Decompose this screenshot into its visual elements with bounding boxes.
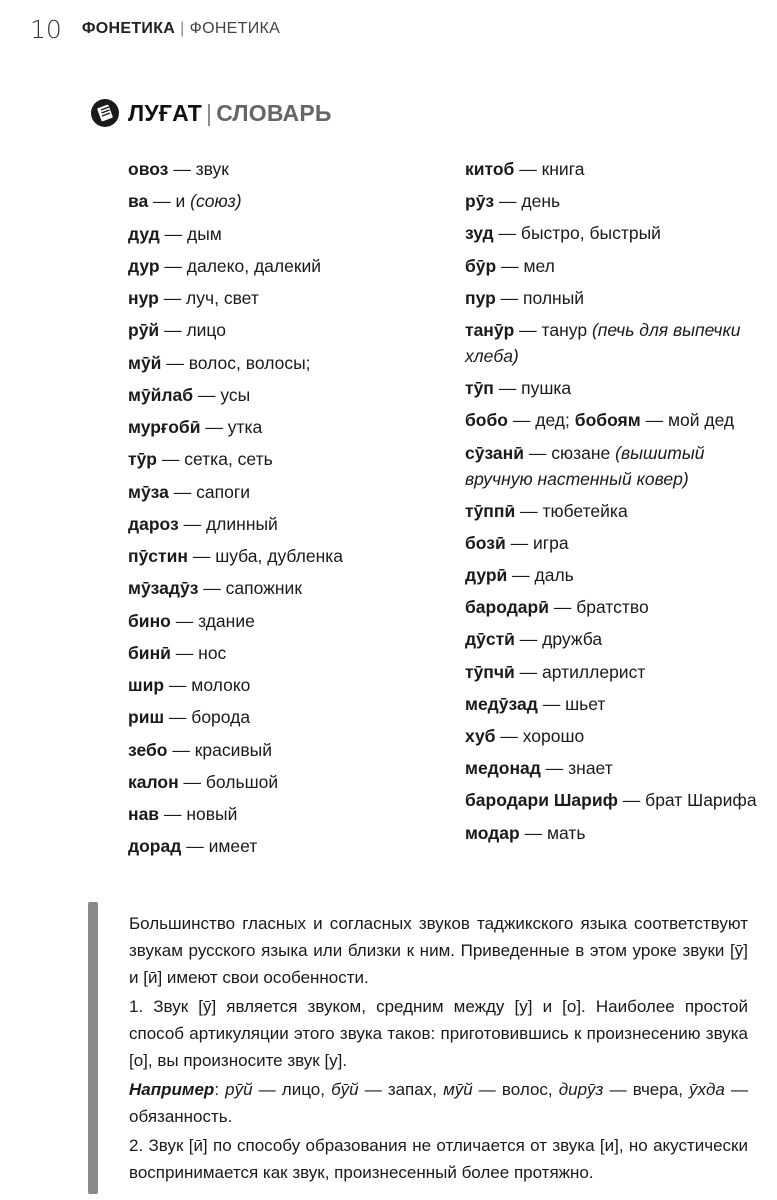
vocab-word: медонад	[465, 758, 541, 779]
vocab-entry	[128, 446, 448, 472]
vocab-dash: —	[500, 726, 518, 746]
vocab-translation: шуба, дубленка	[215, 546, 344, 566]
vocab-translation: здание	[198, 610, 255, 631]
vocab-dash: —	[519, 661, 538, 682]
vocab-translation: полный	[523, 287, 585, 308]
vocab-entry	[128, 608, 448, 634]
running-title	[82, 20, 280, 38]
vocab-entry	[465, 375, 765, 401]
section-heading	[90, 98, 332, 128]
vocab-entry	[128, 382, 448, 408]
vocab-word: дуд	[128, 223, 160, 244]
example-translation: лицо	[281, 1080, 321, 1099]
vocab-dash: —	[498, 378, 517, 399]
vocab-word: мӯйлаб	[128, 384, 194, 405]
vocab-dash: —	[498, 223, 517, 244]
vocab-word: зебо	[128, 739, 168, 760]
vocab-translation: даль	[534, 565, 574, 586]
vocab-dash: —	[164, 320, 182, 341]
vocab-entry	[465, 253, 765, 279]
vocab-entry	[465, 285, 765, 311]
note-paragraph-intro: Большинство гласных и согласных звуков таджикского языка соответствуют звукам русского языка или близки к ним. Приведенные в этом уроке звуки [ӯ] и [ӣ] имеют свои особенности.	[129, 914, 748, 987]
vocab-word: дурӣ	[465, 565, 508, 586]
vocab-entry	[128, 414, 448, 440]
vocab-translation: дым	[186, 223, 222, 244]
vocab-dash: —	[545, 758, 564, 779]
vocab-dash: —	[153, 191, 171, 212]
vocab-entry	[128, 737, 448, 763]
vocab-word: мӯза	[128, 481, 169, 502]
vocab-dash: —	[192, 546, 211, 566]
vocab-entry	[128, 640, 448, 666]
example-translation: запах	[387, 1080, 433, 1099]
vocab-entry	[128, 543, 448, 569]
vocab-translation: тюбетейка	[542, 500, 628, 521]
vocab-word: дорад	[128, 836, 182, 857]
vocab-word: мӯй	[128, 352, 162, 373]
example-dash: —	[364, 1080, 382, 1099]
vocab-entry	[465, 188, 765, 214]
vocab-word: дӯстӣ	[465, 629, 515, 650]
page-number: 10	[30, 14, 62, 44]
vocab-word: шир	[128, 675, 165, 695]
vocab-entry	[465, 156, 765, 182]
vocab-translation: день	[521, 191, 561, 212]
vocab-word: тӯпчӣ	[465, 661, 515, 682]
vocab-dash: —	[163, 288, 182, 308]
note-paragraph-i-sound: 2. Звук [ӣ] по способу образования не отличается от звука [и], но акустически воспринимается как звук, произнесенный более протяжно.	[129, 1136, 748, 1182]
vocab-word: зуд	[465, 223, 494, 244]
vocab-word: бародари Шариф	[465, 790, 618, 811]
vocab-translation: брат Шарифа	[645, 790, 757, 811]
vocab-word: китоб	[465, 159, 515, 179]
vocab-translation: имеет	[208, 836, 258, 857]
grammar-note	[88, 902, 748, 1194]
vocab-word: рӯз	[465, 191, 495, 212]
vocab-word: нур	[128, 288, 159, 308]
vocab-translation: братство	[576, 597, 649, 618]
vocab-word: нав	[128, 804, 160, 824]
vocab-entry	[465, 787, 765, 813]
vocab-entry	[128, 253, 448, 279]
vocab-entry	[128, 801, 448, 827]
example-word: мӯй	[443, 1080, 473, 1099]
vocab-word: риш	[128, 707, 165, 728]
running-title-separator: |	[180, 20, 185, 37]
vocab-dash: —	[168, 707, 187, 728]
vocab-entry	[465, 691, 765, 717]
vocab-dash: —	[164, 255, 182, 276]
vocab-dash: —	[645, 410, 664, 431]
vocab-translation: утка	[227, 417, 263, 437]
vocab-entry	[128, 769, 448, 795]
example-word: рӯй	[225, 1080, 253, 1099]
vocab-entry	[465, 723, 765, 749]
vocab-translation: и	[175, 191, 186, 212]
vocab-dash: —	[163, 804, 182, 824]
example-translation: вчера	[632, 1080, 679, 1099]
vocab-entry	[128, 350, 448, 376]
vocab-dash: —	[519, 629, 538, 650]
vocab-entry	[128, 188, 448, 214]
vocab-entry	[465, 626, 765, 652]
vocab-dash: —	[183, 771, 202, 792]
vocab-dash: —	[166, 352, 184, 373]
vocab-translation: длинный	[205, 513, 278, 534]
vocab-translation: звук	[195, 159, 229, 179]
vocab-dash: —	[553, 597, 572, 618]
vocab-dash: —	[173, 481, 192, 502]
vocab-translation: нос	[198, 642, 227, 663]
vocab-word: бӯр	[465, 255, 497, 276]
vocab-entry	[128, 156, 448, 182]
vocab-word: танӯр	[465, 319, 515, 340]
example-word: бӯй	[331, 1080, 359, 1099]
example-dash: —	[478, 1080, 496, 1099]
vocab-word: овоз	[128, 159, 169, 179]
vocab-word: пӯстин	[128, 546, 188, 566]
vocab-entry	[128, 221, 448, 247]
vocab-dash: —	[499, 191, 517, 212]
vocab-dash: —	[520, 500, 538, 521]
vocab-translation: сюзане	[551, 442, 611, 463]
vocab-word: хуб	[465, 726, 496, 746]
vocab-column-right	[465, 156, 765, 852]
example-dash: —	[731, 1080, 748, 1099]
vocab-entry	[465, 562, 765, 588]
vocab-note: (печь для выпечки хлеба)	[465, 319, 741, 366]
vocab-dash: —	[197, 384, 216, 405]
vocab-translation: книга	[541, 159, 585, 179]
vocab-dash: —	[161, 449, 180, 470]
vocab-entry	[465, 498, 765, 524]
vocab-word: бобо	[465, 410, 508, 431]
vocab-note: (вышитый вручную настенный ковер)	[465, 442, 705, 489]
vocab-translation: мой дед	[667, 410, 735, 431]
vocab-entry	[128, 833, 448, 859]
example-translation: обязанность	[129, 1107, 228, 1126]
example-word: дирӯз	[558, 1080, 604, 1099]
example-word: ӯхда	[689, 1080, 725, 1099]
vocab-word: мӯзадӯз	[128, 578, 199, 599]
vocab-entry	[128, 575, 448, 601]
vocab-translation: мать	[546, 822, 586, 843]
vocab-word: тӯп	[465, 378, 494, 399]
vocab-dash: —	[205, 417, 223, 437]
vocab-dash: —	[172, 739, 190, 760]
vocab-entry	[465, 530, 765, 556]
vocab-translation: пушка	[521, 378, 572, 399]
example-colon: :	[214, 1080, 220, 1099]
vocab-dash: —	[528, 442, 547, 463]
vocab-note: (союз)	[190, 191, 242, 212]
vocab-dash: —	[622, 790, 641, 811]
vocab-word: бино	[128, 610, 171, 631]
vocab-word: тӯппӣ	[465, 500, 516, 521]
vocab-entry	[465, 220, 765, 246]
vocab-dash: —	[500, 287, 519, 308]
vocab-dash: —	[512, 410, 531, 431]
vocab-entry	[465, 407, 765, 433]
vocab-translation: далеко, далекий	[186, 255, 322, 276]
vocab-dash: —	[501, 255, 519, 276]
vocab-translation: сетка, сеть	[184, 449, 273, 470]
vocab-translation: танур	[541, 319, 588, 340]
vocab-dash: —	[168, 675, 187, 695]
vocab-entry	[465, 317, 765, 369]
vocab-translation: сапоги	[196, 481, 250, 502]
note-example-line: Например: рӯй — лицо, бӯй — запах, мӯй — волос, дирӯз — вчера, ӯхда — обязанность.	[129, 1080, 748, 1126]
example-dash: —	[258, 1080, 276, 1099]
vocab-word: бародарӣ	[465, 597, 549, 618]
vocab-translation: борода	[191, 707, 251, 728]
vocab-entry	[465, 594, 765, 620]
vocab-dash: —	[175, 642, 194, 663]
vocab-translation: быстро, быстрый	[520, 223, 661, 244]
vocab-dash: —	[542, 693, 561, 714]
vocab-translation: луч, свет	[186, 288, 259, 308]
section-title-separator: |	[206, 99, 213, 126]
vocab-word: калон	[128, 771, 179, 792]
vocab-entry	[465, 440, 765, 492]
vocab-word: медӯзад	[465, 693, 538, 714]
vocab-column-left	[128, 156, 448, 866]
vocab-entry	[128, 704, 448, 730]
vocab-translation: шьет	[565, 693, 606, 714]
vocab-translation: большой	[205, 771, 279, 792]
vocab-translation: знает	[568, 758, 613, 779]
speech-notepad-icon	[90, 98, 120, 128]
vocab-word: дур	[128, 255, 160, 276]
running-title-bold: ФОНЕТИКА	[81, 20, 176, 37]
vocab-dash: —	[519, 159, 537, 179]
vocab-dash: —	[510, 532, 529, 553]
vocab-translation: хорошо	[522, 726, 585, 746]
vocab-word: бобоям	[574, 410, 641, 431]
vocab-translation: молоко	[191, 675, 251, 695]
note-paragraph-u-sound: 1. Звук [ӯ] является звуком, средним между [у] и [о]. Наиболее простой способ артикуляции этого звука таков: приготовившись к произнесению звука [о], вы произносите звук [у].	[129, 997, 748, 1070]
vocab-word: бинӣ	[128, 642, 171, 663]
example-label: Например	[129, 1080, 215, 1099]
running-title-normal: ФОНЕТИКА	[189, 20, 281, 37]
vocab-translation: игра	[532, 532, 569, 553]
vocab-word: рӯй	[128, 320, 160, 341]
vocab-dash: —	[203, 578, 221, 599]
vocab-translation: сапожник	[225, 578, 302, 599]
vocab-dash: —	[512, 565, 530, 586]
example-dash: —	[609, 1080, 627, 1099]
vocab-translation: артиллерист	[542, 661, 646, 682]
section-title-main: ЛУҒАТ	[128, 99, 202, 126]
vocab-word: мурғобӣ	[128, 417, 201, 437]
vocab-translation: дружба	[542, 629, 603, 650]
vocab-word: бозӣ	[465, 532, 506, 553]
section-title	[128, 100, 332, 127]
vocab-entry	[465, 659, 765, 685]
vocab-dash: —	[186, 836, 204, 857]
vocab-dash: —	[164, 223, 183, 244]
vocab-word: ва	[128, 191, 149, 212]
note-sidebar-bar	[88, 902, 98, 1194]
vocab-dash: —	[183, 513, 202, 534]
vocab-word: тӯр	[128, 449, 157, 470]
vocab-entry	[128, 479, 448, 505]
section-title-sub: СЛОВАРЬ	[216, 99, 332, 126]
page-header	[30, 14, 280, 44]
vocab-dash: —	[519, 319, 537, 340]
vocab-translation: усы	[220, 384, 251, 405]
vocab-translation: волос, волосы;	[188, 352, 311, 373]
vocab-translation: дед;	[535, 410, 570, 431]
vocab-word: пур	[465, 287, 496, 308]
vocab-entry	[465, 820, 765, 846]
vocab-entry	[128, 672, 448, 698]
vocab-dash: —	[524, 822, 543, 843]
vocab-translation: красивый	[194, 739, 273, 760]
vocab-translation: мел	[523, 255, 555, 276]
vocab-translation: новый	[186, 804, 238, 824]
vocab-dash: —	[175, 610, 194, 631]
vocab-entry	[465, 755, 765, 781]
example-translation: волос	[501, 1080, 548, 1099]
vocab-dash: —	[173, 159, 191, 179]
vocab-entry	[128, 511, 448, 537]
vocab-translation: лицо	[186, 320, 226, 341]
vocab-word: сӯзанӣ	[465, 442, 524, 463]
vocab-entry	[128, 285, 448, 311]
vocab-word: дароз	[128, 513, 179, 534]
vocab-word: модар	[465, 822, 520, 843]
vocab-entry	[128, 317, 448, 343]
note-text	[129, 910, 748, 1188]
